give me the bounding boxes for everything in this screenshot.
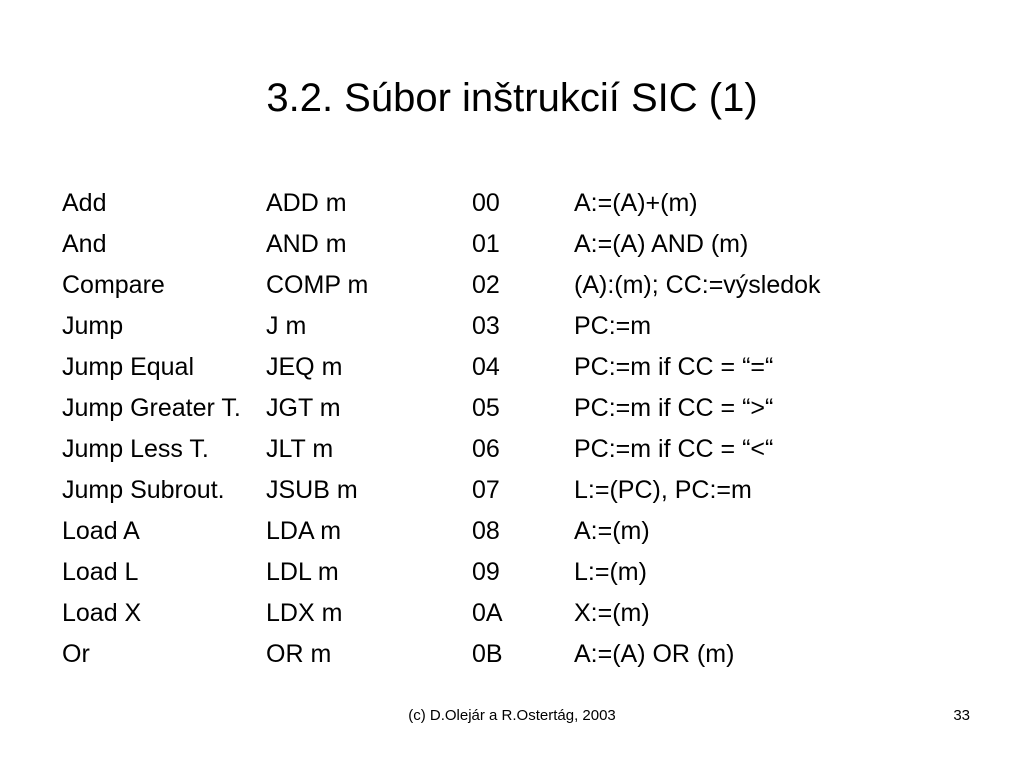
instruction-name: Jump Equal [62,353,195,381]
instruction-opcode: 03 [472,312,500,340]
instruction-list [62,184,962,676]
instruction-description: X:=(m) [574,599,650,627]
instruction-opcode: 07 [472,476,500,504]
instruction-description: (A):(m); CC:=výsledok [574,271,821,299]
instruction-description: L:=(m) [574,558,647,586]
instruction-opcode: 0B [472,640,503,668]
instruction-opcode: 04 [472,353,500,381]
instruction-name: Or [62,640,90,668]
instruction-name: Jump Less T. [62,435,209,463]
instruction-opcode: 01 [472,230,500,258]
instruction-mnemonic: AND m [266,230,347,258]
instruction-description: PC:=m if CC = “>“ [574,394,774,422]
instruction-description: A:=(A)+(m) [574,189,698,217]
instruction-row [62,553,962,594]
instruction-mnemonic: JLT m [266,435,334,463]
instruction-name: Load X [62,599,142,627]
instruction-row [62,430,962,471]
instruction-mnemonic: LDL m [266,558,339,586]
instruction-name: Load A [62,517,140,545]
instruction-row [62,307,962,348]
instruction-description: A:=(A) AND (m) [574,230,749,258]
instruction-row [62,225,962,266]
instruction-opcode: 06 [472,435,500,463]
slide-title: 3.2. Súbor inštrukcií SIC (1) [266,76,758,120]
instruction-opcode: 00 [472,189,500,217]
instruction-row [62,348,962,389]
instruction-opcode: 05 [472,394,500,422]
instruction-name: Jump [62,312,124,340]
instruction-mnemonic: J m [266,312,307,340]
instruction-mnemonic: JEQ m [266,353,343,381]
instruction-name: Compare [62,271,165,299]
slide-page-number: 33 [953,707,970,724]
instruction-row [62,512,962,553]
instruction-row [62,266,962,307]
instruction-name: Jump Greater T. [62,394,241,422]
instruction-description: PC:=m [574,312,652,340]
instruction-opcode: 0A [472,599,503,627]
instruction-row [62,635,962,676]
instruction-description: PC:=m if CC = “=“ [574,353,774,381]
instruction-description: PC:=m if CC = “<“ [574,435,774,463]
instruction-name: Load L [62,558,139,586]
instruction-description: A:=(A) OR (m) [574,640,735,668]
instruction-row [62,184,962,225]
instruction-name: Add [62,189,107,217]
instruction-description: L:=(PC), PC:=m [574,476,752,504]
instruction-mnemonic: ADD m [266,189,347,217]
instruction-mnemonic: OR m [266,640,332,668]
instruction-row [62,389,962,430]
instruction-opcode: 08 [472,517,500,545]
instruction-name: Jump Subrout. [62,476,225,504]
instruction-mnemonic: LDX m [266,599,343,627]
instruction-row [62,594,962,635]
instruction-opcode: 09 [472,558,500,586]
instruction-description: A:=(m) [574,517,650,545]
instruction-row [62,471,962,512]
instruction-mnemonic: COMP m [266,271,369,299]
instruction-mnemonic: LDA m [266,517,342,545]
instruction-opcode: 02 [472,271,500,299]
instruction-mnemonic: JSUB m [266,476,358,504]
slide-footer: (c) D.Olejár a R.Ostertág, 2003 [408,707,616,724]
instruction-mnemonic: JGT m [266,394,341,422]
instruction-name: And [62,230,107,258]
